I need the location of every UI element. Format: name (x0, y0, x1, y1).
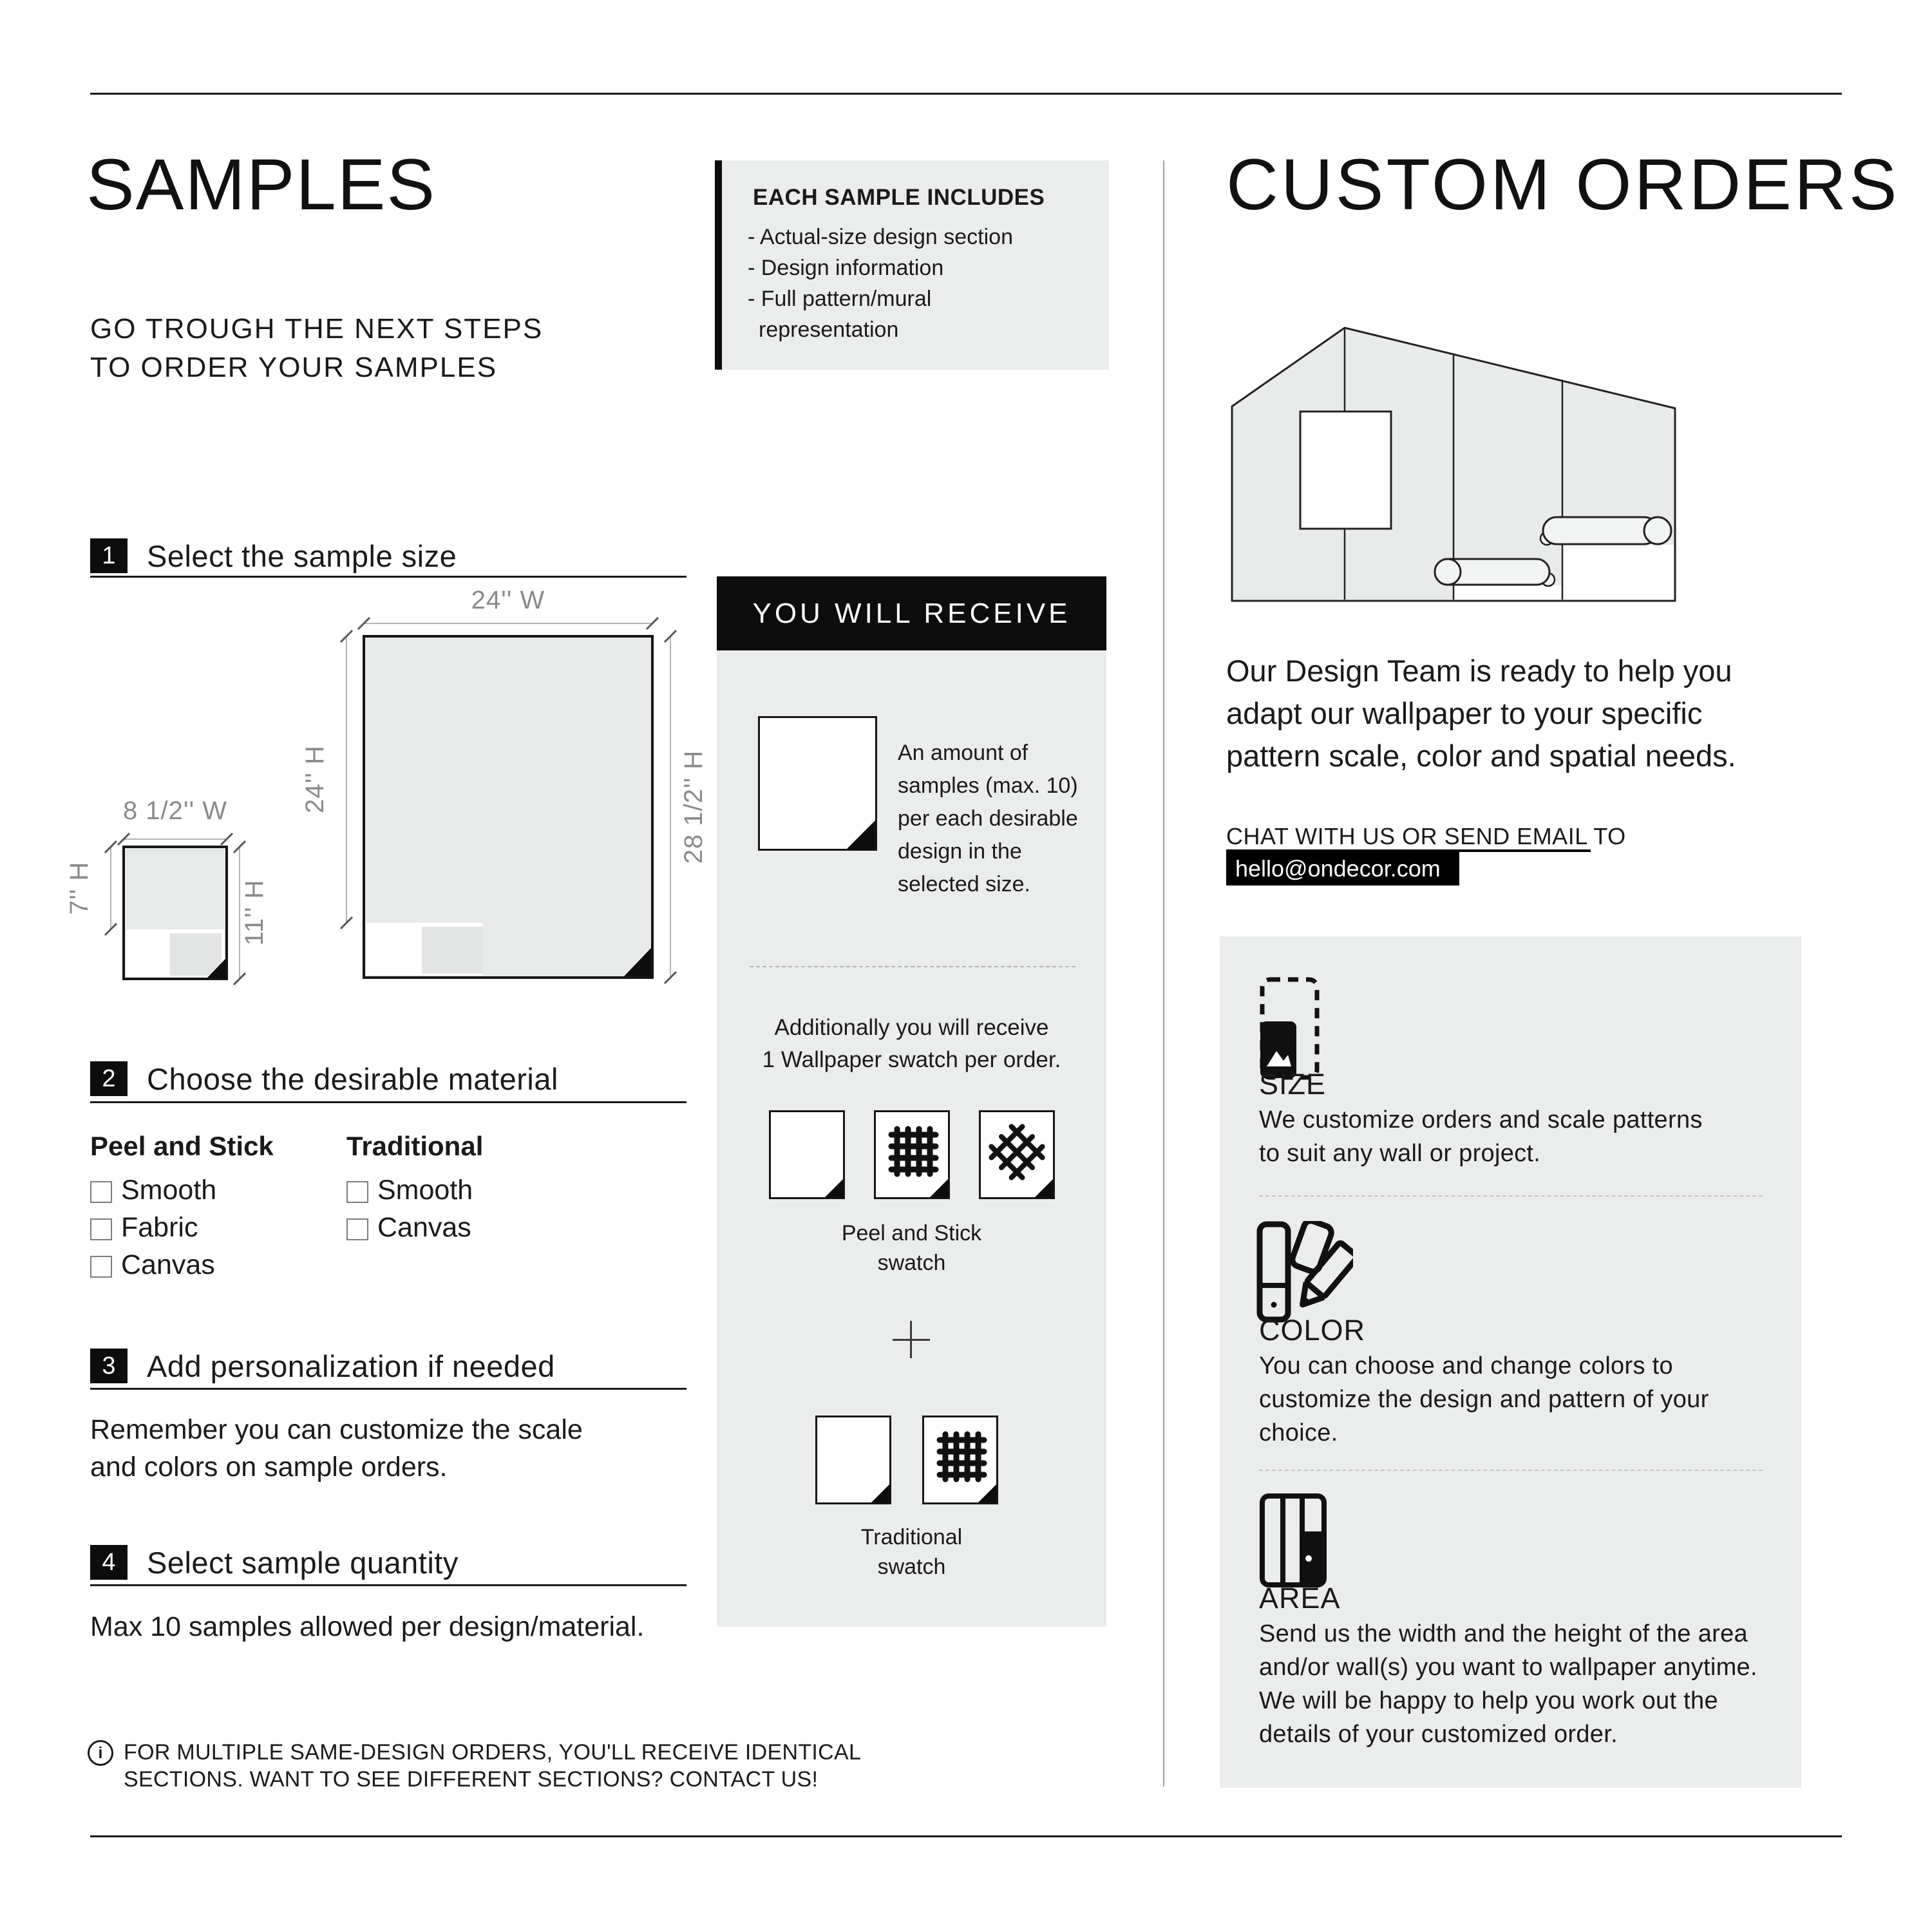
step4-underline (90, 1584, 687, 1586)
crosshatch-swatch-icon (979, 1110, 1055, 1199)
grid-pattern (876, 1112, 948, 1197)
checkbox-traditional-canvas (346, 1218, 368, 1240)
custom-orders-intro-line1: Our Design Team is ready to help you (1226, 654, 1732, 688)
includes-item-1: - Actual-size design section (748, 225, 1013, 249)
additionally-line2: 1 Wallpaper swatch per order. (762, 1047, 1061, 1072)
color-text-line2: customize the design and pattern of your (1259, 1386, 1709, 1413)
amount-text-line2: samples (max. 10) (898, 773, 1078, 798)
top-divider (90, 93, 1842, 95)
large-left-height-label: 24'' H (301, 745, 329, 813)
checkbox-peel-smooth (90, 1181, 112, 1203)
includes-title: EACH SAMPLE INCLUDES (753, 185, 1045, 210)
email-address[interactable]: hello@ondecor.com (1226, 852, 1459, 886)
size-text-line2: to suit any wall or project. (1259, 1140, 1541, 1167)
small-right-height-label: 11'' H (240, 879, 269, 946)
area-text-line4: details of your customized order. (1259, 1721, 1618, 1748)
contact-label: CHAT WITH US OR SEND EMAIL TO (1226, 823, 1626, 849)
size-icon (1259, 976, 1320, 1081)
large-right-height-label: 28 1/2'' H (679, 750, 708, 864)
peel-option-fabric: Fabric (121, 1212, 198, 1243)
area-icon (1259, 1493, 1327, 1588)
step3-number-badge: 3 (90, 1349, 128, 1383)
blank-swatch-icon-traditional (815, 1416, 891, 1504)
color-text-line1: You can choose and change colors to (1259, 1352, 1673, 1379)
small-sample-design-square (170, 933, 222, 976)
amount-text-line5: selected size. (898, 872, 1030, 896)
amount-text-line3: per each desirable (898, 806, 1078, 831)
plus-icon-vertical (910, 1321, 912, 1358)
step2-number-badge: 2 (90, 1061, 128, 1096)
window (1300, 412, 1391, 529)
size-heading: SIZE (1259, 1068, 1327, 1101)
samples-subtitle-line2: TO ORDER YOUR SAMPLES (90, 352, 498, 383)
step1-header (90, 538, 689, 573)
large-sample-design-square (422, 927, 483, 974)
peel-swatch-caption-line2: swatch (877, 1251, 946, 1275)
each-sample-includes-box (715, 160, 1109, 370)
grid-swatch-icon (874, 1110, 950, 1199)
card-dashed-separator-2 (1259, 1470, 1763, 1471)
panel-dashed-separator (750, 966, 1075, 967)
checkbox-peel-canvas (90, 1256, 112, 1278)
includes-item-3-wrap: representation (759, 317, 899, 342)
area-text-line2: and/or wall(s) you want to wallpaper anytime. (1259, 1654, 1757, 1681)
wallpaper-roll-lower (1435, 559, 1555, 586)
card-dashed-separator-1 (1259, 1195, 1763, 1197)
step1-underline (90, 576, 687, 578)
blank-swatch-icon (769, 1110, 845, 1199)
traditional-heading: Traditional (346, 1131, 484, 1161)
color-text-line3: choice. (1259, 1419, 1338, 1446)
sample-size-diagram (58, 580, 715, 1005)
step2-underline (90, 1101, 687, 1103)
sample-page-icon (758, 716, 877, 851)
peel-option-smooth: Smooth (121, 1175, 217, 1206)
traditional-option-smooth: Smooth (377, 1175, 473, 1206)
step4-header (90, 1545, 689, 1580)
step3-text-line2: and colors on sample orders. (90, 1452, 448, 1482)
wallpaper-roll-upper (1540, 517, 1671, 545)
area-text-line3: We will be happy to help you work out the (1259, 1687, 1718, 1714)
step3-header (90, 1349, 689, 1383)
size-text-line1: We customize orders and scale patterns (1259, 1106, 1703, 1133)
area-text-line1: Send us the width and the height of the area (1259, 1620, 1748, 1647)
step3-title: Add personalization if needed (147, 1349, 555, 1383)
step1-title: Select the sample size (147, 539, 457, 573)
grid-pattern (924, 1417, 996, 1502)
additionally-line1: Additionally you will receive (774, 1015, 1049, 1040)
traditional-swatch-caption-line1: Traditional (860, 1525, 963, 1549)
bottom-divider (90, 1835, 1842, 1837)
crosshatch-pattern (981, 1112, 1053, 1197)
samples-subtitle-line1: GO TROUGH THE NEXT STEPS (90, 313, 544, 345)
step4-number-badge: 4 (90, 1545, 128, 1580)
color-icon (1256, 1221, 1353, 1323)
small-width-label: 8 1/2'' W (122, 797, 228, 825)
footnote-line2: SECTIONS. WANT TO SEE DIFFERENT SECTIONS? CONTACT US! (124, 1767, 819, 1792)
color-heading: COLOR (1259, 1314, 1366, 1347)
page-title-custom-orders: CUSTOM ORDERS (1226, 144, 1900, 225)
includes-item-2: - Design information (748, 256, 944, 280)
amount-text-line1: An amount of (898, 741, 1028, 765)
step3-underline (90, 1388, 687, 1390)
small-left-height-label: 7'' H (65, 861, 93, 915)
large-width-label: 24'' W (471, 586, 545, 614)
checkbox-traditional-smooth (346, 1181, 368, 1203)
checkbox-peel-fabric (90, 1218, 112, 1240)
step3-text-line1: Remember you can customize the scale (90, 1414, 583, 1445)
wallpapered-house-illustration (1217, 303, 1707, 638)
footnote-line1: FOR MULTIPLE SAME-DESIGN ORDERS, YOU'LL RECEIVE IDENTICAL (124, 1740, 862, 1765)
peel-option-canvas: Canvas (121, 1249, 215, 1280)
column-divider (1163, 160, 1164, 1786)
page-title-samples: SAMPLES (86, 144, 437, 225)
traditional-option-canvas: Canvas (377, 1212, 471, 1243)
peel-swatch-caption-line1: Peel and Stick (841, 1221, 982, 1245)
you-will-receive-header (717, 576, 1106, 650)
step2-header (90, 1061, 689, 1096)
traditional-swatch-caption-line2: swatch (877, 1555, 946, 1579)
step4-title: Select sample quantity (147, 1546, 459, 1580)
grid-swatch-icon-traditional (922, 1416, 998, 1504)
custom-orders-intro-line3: pattern scale, color and spatial needs. (1226, 739, 1736, 773)
step4-text: Max 10 samples allowed per design/material. (90, 1611, 645, 1642)
includes-item-3: - Full pattern/mural (748, 287, 932, 311)
info-icon: i (88, 1740, 113, 1766)
step1-number-badge: 1 (90, 538, 128, 573)
step2-title: Choose the desirable material (147, 1062, 558, 1096)
amount-text-line4: design in the (898, 839, 1022, 864)
custom-orders-intro-line2: adapt our wallpaper to your specific (1226, 696, 1703, 730)
area-heading: AREA (1259, 1582, 1341, 1615)
you-will-receive-label: YOU WILL RECEIVE (752, 598, 1071, 629)
peel-and-stick-heading: Peel and Stick (90, 1131, 274, 1161)
